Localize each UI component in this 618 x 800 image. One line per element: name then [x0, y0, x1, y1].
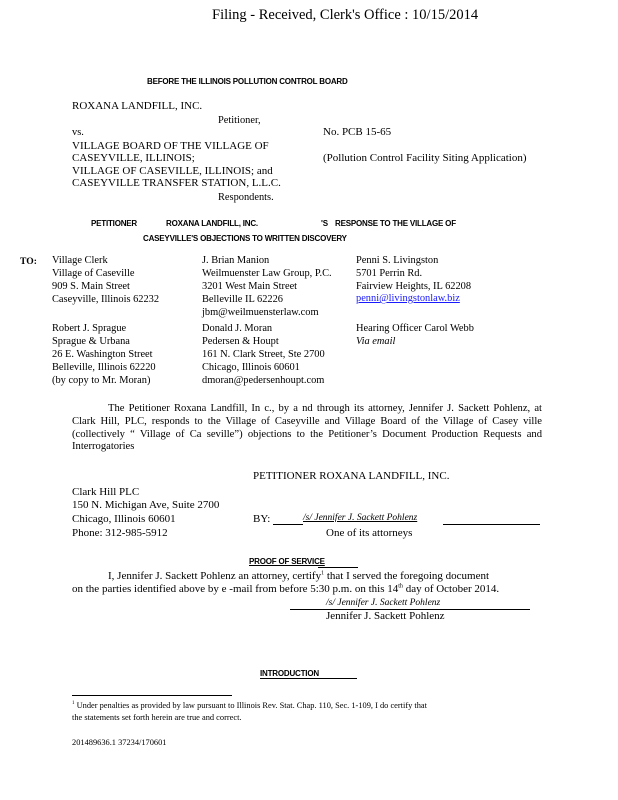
- recipient-line: Village Clerk: [52, 255, 108, 266]
- firm-name: Clark Hill PLC: [72, 486, 140, 498]
- firm-address-2: Chicago, Illinois 60601: [72, 513, 176, 525]
- title-response: RESPONSE TO THE VILLAGE OF: [335, 219, 456, 228]
- recipient-line: Fairview Heights, IL 62208: [356, 281, 472, 292]
- footnote-line-1: [72, 701, 427, 710]
- attorney-signature: /s/ Jennifer J. Sackett Pohlenz: [303, 513, 418, 523]
- proof-of-service-heading: PROOF OF SERVICE: [249, 557, 325, 566]
- recipient-line: Belleville IL 62226: [202, 294, 283, 305]
- recipient-line: 26 E. Washington Street: [52, 349, 153, 360]
- proof-line-1: [108, 570, 489, 582]
- title-petitioner: PETITIONER: [91, 219, 138, 228]
- respondent-line: VILLAGE OF CASEVILLE, ILLINOIS; and: [72, 165, 273, 177]
- recipient-line: Donald J. Moran: [202, 323, 273, 334]
- recipient-line: Village of Caseville: [52, 268, 135, 279]
- recipient-line: J. Brian Manion: [202, 255, 270, 266]
- to-label: TO:: [20, 256, 37, 267]
- recipient-line: 5701 Perrin Rd.: [356, 268, 423, 279]
- recipient-line: Weilmuenster Law Group, P.C.: [202, 268, 332, 279]
- footnote-line-2: the statements set forth herein are true and correct.: [72, 713, 242, 722]
- firm-phone: Phone: 312-985-5912: [72, 527, 168, 539]
- signature-rule: [443, 524, 540, 525]
- recipient-email: dmoran@pedersenhoupt.com: [202, 375, 325, 386]
- introduction-heading: INTRODUCTION: [260, 669, 319, 678]
- recipient-line: Penni S. Livingston: [356, 255, 439, 266]
- recipient-line: Chicago, Illinois 60601: [202, 362, 300, 373]
- case-number: No. PCB 15-65: [323, 126, 392, 138]
- by-label: BY:: [253, 513, 271, 525]
- petitioner-role: Petitioner,: [218, 115, 261, 126]
- respondent-line: CASEYVILLE TRANSFER STATION, L.L.C.: [72, 177, 281, 189]
- recipient-line: Hearing Officer Carol Webb: [356, 323, 474, 334]
- recipient-line: Robert J. Sprague: [52, 323, 127, 334]
- body-paragraph: The Petitioner Roxana Landfill, In c., by a nd through its attorney, Jennifer J. Sackett Pohlenz, at Clark Hill, PLC, responds to the Village of Caseyville and Village Board of the Village of Casey ville (collectively “ Village of Ca seville”) objections to the Petitioner’s Document Production Requests and Interrogatories: [72, 403, 542, 453]
- recipient-line: Pedersen & Houpt: [202, 336, 279, 347]
- recipient-line: Caseyville, Illinois 62232: [52, 294, 160, 305]
- respondent-line: CASEYVILLE, ILLINOIS;: [72, 152, 195, 164]
- title-possessive: 'S: [321, 219, 328, 228]
- recipient-line: Belleville, Illinois 62220: [52, 362, 156, 373]
- proof-text: that I served the foregoing document: [324, 570, 490, 582]
- title-line-2: CASEYVILLE'S OBJECTIONS TO WRITTEN DISCOVERY: [143, 234, 347, 243]
- footnote-separator: [72, 695, 232, 696]
- recipient-line: 909 S. Main Street: [52, 281, 130, 292]
- footnote-ref: 1: [321, 570, 325, 577]
- recipient-note: Via email: [356, 336, 396, 347]
- recipient-line: 161 N. Clark Street, Ste 2700: [202, 349, 325, 360]
- proof-name: Jennifer J. Sackett Pohlenz: [326, 610, 445, 622]
- respondents-role: Respondents.: [218, 192, 274, 203]
- recipient-email: jbm@weilmuensterlaw.com: [202, 307, 319, 318]
- one-of-attorneys: One of its attorneys: [326, 527, 413, 539]
- signature-rule: [273, 524, 303, 525]
- vs-label: vs.: [72, 127, 84, 138]
- signature-party: PETITIONER ROXANA LANDFILL, INC.: [253, 470, 450, 482]
- filing-stamp: Filing - Received, Clerk's Office : 10/15/2014: [212, 7, 479, 23]
- recipient-line: 3201 West Main Street: [202, 281, 298, 292]
- case-description: (Pollution Control Facility Siting Application): [323, 152, 527, 164]
- firm-address-1: 150 N. Michigan Ave, Suite 2700: [72, 499, 220, 511]
- recipient-line: (by copy to Mr. Moran): [52, 375, 151, 386]
- board-heading: BEFORE THE ILLINOIS POLLUTION CONTROL BOARD: [147, 77, 348, 86]
- proof-line-2: [72, 583, 499, 595]
- proof-signature: /s/ Jennifer J. Sackett Pohlenz: [326, 598, 441, 608]
- recipient-line: Sprague & Urbana: [52, 336, 130, 347]
- petitioner-name: ROXANA LANDFILL, INC.: [72, 100, 203, 112]
- title-party: ROXANA LANDFILL, INC.: [166, 219, 258, 228]
- heading-rule: [260, 678, 357, 679]
- heading-rule: [318, 567, 358, 568]
- footnote-text: Under penalties as provided by law pursuant to Illinois Rev. Stat. Chap. 110, Sec. 1-109, I do certify that: [74, 701, 427, 710]
- proof-text: I, Jennifer J. Sackett Pohlenz an attorney, certify: [108, 570, 322, 582]
- proof-text: day of October 2014.: [402, 583, 500, 595]
- document-id: 201489636.1 37234/170601: [72, 738, 167, 747]
- respondent-line: VILLAGE BOARD OF THE VILLAGE OF: [72, 140, 269, 152]
- ordinal-suffix: th: [398, 583, 403, 590]
- proof-text: on the parties identified above by e -mail from before 5:30 p.m. on this 14: [72, 583, 399, 595]
- recipient-email-link[interactable]: penni@livingstonlaw.biz: [356, 293, 460, 304]
- footnote-marker: 1: [72, 701, 75, 707]
